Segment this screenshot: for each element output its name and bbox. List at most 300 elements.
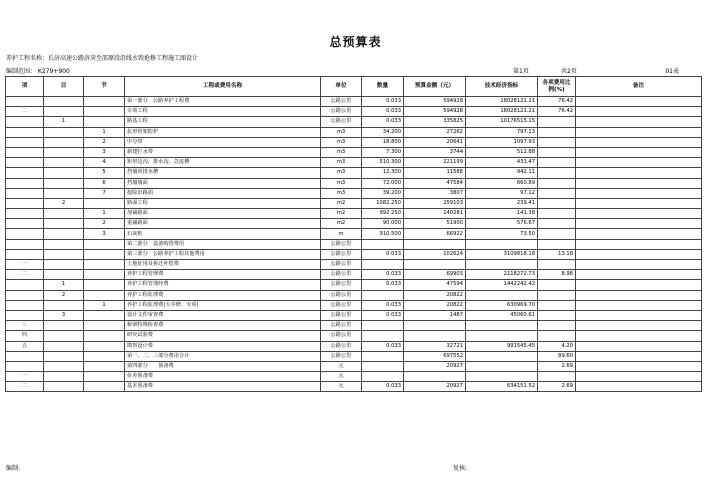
cell-col-ratio: [538, 137, 576, 147]
table-row: [6, 147, 702, 157]
cell-col-remark: [576, 260, 702, 270]
cell-col-name: 路基工程: [125, 117, 321, 127]
header-col-index: 技术经济指标: [466, 77, 538, 97]
cell-col-index: 239.41: [466, 198, 538, 208]
cell-col-amount: [404, 331, 466, 341]
table-row: [6, 178, 702, 188]
cell-col-unit: 公路公里: [321, 249, 362, 259]
cell-col-jie: [84, 97, 125, 107]
table-row: [6, 229, 702, 239]
header-col-mu: 目: [44, 77, 84, 97]
cell-col-unit: m2: [321, 198, 362, 208]
cell-col-remark: [576, 137, 702, 147]
table-row: [6, 117, 702, 127]
cell-col-mu: [44, 249, 84, 259]
footer-compiler: 编制:: [6, 465, 21, 472]
cell-col-jie: [84, 331, 125, 341]
cell-col-amount: 594928: [404, 107, 466, 117]
cell-col-name: 石灰桩: [125, 229, 321, 239]
cell-col-remark: [576, 107, 702, 117]
cell-col-name: 挡墙顶排水槽: [125, 168, 321, 178]
table-row: [6, 158, 702, 168]
cell-col-index: 97.12: [466, 188, 538, 198]
cell-col-amount: 32721: [404, 341, 466, 351]
cell-col-xiang: [6, 178, 44, 188]
table-row: [6, 249, 702, 259]
cell-col-qty: 0.033: [362, 117, 404, 127]
cell-col-amount: [404, 260, 466, 270]
header-col-xiang: 项: [6, 77, 44, 97]
cell-col-index: [466, 239, 538, 249]
cell-col-unit: m3: [321, 188, 362, 198]
cell-col-qty: 0.033: [362, 341, 404, 351]
cell-col-ratio: [538, 290, 576, 300]
cell-col-jie: 5: [84, 168, 125, 178]
cell-col-name: 加铺路面: [125, 209, 321, 219]
cell-col-xiang: [6, 97, 44, 107]
cell-col-unit: 元: [321, 382, 362, 392]
cell-col-ratio: 8.98: [538, 270, 576, 280]
cell-col-index: [466, 290, 538, 300]
cell-col-name: 专项工程: [125, 107, 321, 117]
cell-col-xiang: [6, 198, 44, 208]
cell-col-mu: [44, 107, 84, 117]
table-row: [6, 290, 702, 300]
cell-col-unit: 公路公里: [321, 300, 362, 310]
cell-col-qty: 0.033: [362, 382, 404, 392]
cell-col-jie: 4: [84, 158, 125, 168]
cell-col-name: 第一、二、三部分费用合计: [125, 351, 321, 361]
cell-col-xiang: [6, 351, 44, 361]
cell-col-mu: [44, 127, 84, 137]
header-col-qty: 数量: [362, 77, 404, 97]
cell-col-qty: [362, 361, 404, 371]
cell-col-jie: [84, 321, 125, 331]
cell-col-mu: [44, 321, 84, 331]
cell-col-qty: 0.033: [362, 280, 404, 290]
cell-col-name: 挖除旧路面: [125, 188, 321, 198]
cell-col-jie: 1: [84, 209, 125, 219]
cell-col-ratio: [538, 219, 576, 229]
cell-col-index: 576.67: [466, 219, 538, 229]
cell-col-remark: [576, 158, 702, 168]
table-row: [6, 97, 702, 107]
table-row: [6, 137, 702, 147]
cell-col-ratio: 89.60: [538, 351, 576, 361]
cell-col-qty: [362, 239, 404, 249]
footer-reviewer: 复核:: [453, 465, 468, 472]
cell-col-name: 抗形骨架防护: [125, 127, 321, 137]
cell-col-remark: [576, 239, 702, 249]
cell-col-jie: [84, 249, 125, 259]
cell-col-qty: 0.033: [362, 270, 404, 280]
cell-col-name: 基本预备费: [125, 382, 321, 392]
cell-col-index: [466, 260, 538, 270]
header-col-ratio: 各项费用比例(%): [538, 77, 576, 97]
cell-col-mu: [44, 97, 84, 107]
cell-col-unit: 公路公里: [321, 310, 362, 320]
cell-col-amount: 27262: [404, 127, 466, 137]
page-title: 总预算表: [329, 35, 382, 49]
cell-col-remark: [576, 168, 702, 178]
cell-col-name: 养护工程管理经费: [125, 280, 321, 290]
cell-col-ratio: [538, 198, 576, 208]
table-row: [6, 372, 702, 382]
cell-col-mu: 3: [44, 310, 84, 320]
table-row: [6, 331, 702, 341]
cell-col-unit: 公路公里: [321, 117, 362, 127]
cell-col-unit: 公路公里: [321, 290, 362, 300]
table-row: [6, 239, 702, 249]
table-row: [6, 300, 702, 310]
cell-col-jie: [84, 198, 125, 208]
header-col-name: 工程或费用名称: [125, 77, 321, 97]
cell-col-qty: 12.300: [362, 168, 404, 178]
cell-col-ratio: [538, 300, 576, 310]
cell-col-mu: 2: [44, 198, 84, 208]
cell-col-xiang: [6, 117, 44, 127]
cell-col-amount: 697552: [404, 351, 466, 361]
cell-col-ratio: [538, 209, 576, 219]
header-col-unit: 单位: [321, 77, 362, 97]
cell-col-qty: [362, 331, 404, 341]
cell-col-xiang: [6, 168, 44, 178]
cell-col-remark: [576, 249, 702, 259]
table-row: [6, 280, 702, 290]
cell-col-amount: 51900: [404, 219, 466, 229]
cell-col-amount: 20927: [404, 382, 466, 392]
cell-col-mu: 2: [44, 290, 84, 300]
budget-table: [5, 76, 702, 392]
cell-col-ratio: [538, 188, 576, 198]
table-number: 01表: [665, 68, 679, 75]
cell-col-qty: 72.000: [362, 178, 404, 188]
cell-col-unit: 公路公里: [321, 341, 362, 351]
cell-col-index: 942.11: [466, 168, 538, 178]
cell-col-jie: [84, 270, 125, 280]
cell-col-index: 1442242.42: [466, 280, 538, 290]
cell-col-index: 1097.93: [466, 137, 538, 147]
table-row: [6, 351, 702, 361]
cell-col-jie: 1: [84, 127, 125, 137]
cell-col-qty: 0.033: [362, 97, 404, 107]
cell-col-qty: 0.033: [362, 300, 404, 310]
cell-col-qty: [362, 290, 404, 300]
cell-col-ratio: [538, 178, 576, 188]
cell-col-mu: [44, 229, 84, 239]
cell-col-xiang: [6, 209, 44, 219]
cell-col-remark: [576, 198, 702, 208]
cell-col-qty: 910.500: [362, 229, 404, 239]
cell-col-jie: [84, 372, 125, 382]
cell-col-index: 991545.45: [466, 341, 538, 351]
cell-col-unit: m: [321, 229, 362, 239]
cell-col-xiang: [6, 147, 44, 157]
cell-col-qty: 0.033: [362, 310, 404, 320]
cell-col-name: 第四部分 预备费: [125, 361, 321, 371]
cell-col-qty: 0.033: [362, 107, 404, 117]
cell-col-xiang: [6, 219, 44, 229]
cell-col-index: [466, 351, 538, 361]
cell-col-ratio: [538, 117, 576, 127]
cell-col-qty: [362, 321, 404, 331]
cell-col-name: 土地征用及拆迁补偿费: [125, 260, 321, 270]
cell-col-amount: 140281: [404, 209, 466, 219]
cell-col-qty: 34.200: [362, 127, 404, 137]
cell-col-mu: [44, 372, 84, 382]
cell-col-amount: 594928: [404, 97, 466, 107]
cell-col-name: 养护工程监理费(大中修、专项): [125, 300, 321, 310]
cell-col-jie: [84, 117, 125, 127]
header-col-remark: 备注: [576, 77, 702, 97]
cell-col-ratio: [538, 239, 576, 249]
table-row: [6, 321, 702, 331]
cell-col-remark: [576, 270, 702, 280]
cell-col-jie: [84, 351, 125, 361]
cell-col-xiang: [6, 300, 44, 310]
table-row: [6, 107, 702, 117]
cell-col-mu: [44, 137, 84, 147]
cell-col-amount: [404, 239, 466, 249]
cell-col-qty: [362, 351, 404, 361]
cell-col-remark: [576, 382, 702, 392]
cell-col-unit: m3: [321, 147, 362, 157]
table-body: [6, 97, 702, 392]
cell-col-index: [466, 321, 538, 331]
cell-col-mu: [44, 382, 84, 392]
cell-col-amount: 1487: [404, 310, 466, 320]
cell-col-mu: 1: [44, 280, 84, 290]
cell-col-xiang: 二: [6, 107, 44, 117]
scope-row: [6, 66, 701, 75]
cell-col-xiang: [6, 310, 44, 320]
cell-col-index: 433.47: [466, 158, 538, 168]
cell-col-unit: 公路公里: [321, 97, 362, 107]
cell-col-mu: [44, 147, 84, 157]
cell-col-ratio: [538, 147, 576, 157]
cell-col-remark: [576, 97, 702, 107]
cell-col-name: 矩形边沟、排水沟、急流槽: [125, 158, 321, 168]
cell-col-unit: m3: [321, 178, 362, 188]
cell-col-index: 18028121.21: [466, 97, 538, 107]
cell-col-remark: [576, 290, 702, 300]
cell-col-ratio: 13.18: [538, 249, 576, 259]
header-row: [6, 77, 702, 97]
cell-col-jie: [84, 280, 125, 290]
cell-col-unit: 元: [321, 372, 362, 382]
cell-col-unit: 公路公里: [321, 270, 362, 280]
cell-col-unit: 公路公里: [321, 351, 362, 361]
cell-col-xiang: 五: [6, 341, 44, 351]
cell-col-name: 第二部分 设备购置费用: [125, 239, 321, 249]
cell-col-amount: 47584: [404, 178, 466, 188]
cell-col-jie: [84, 310, 125, 320]
cell-col-ratio: [538, 260, 576, 270]
cell-col-xiang: [6, 361, 44, 371]
cell-col-amount: 20641: [404, 137, 466, 147]
cell-col-jie: [84, 107, 125, 117]
cell-col-amount: [404, 372, 466, 382]
cell-col-mu: [44, 270, 84, 280]
cell-col-jie: 7: [84, 188, 125, 198]
cell-col-amount: 66922: [404, 229, 466, 239]
cell-col-ratio: [538, 321, 576, 331]
cell-col-remark: [576, 372, 702, 382]
cell-col-index: [466, 331, 538, 341]
cell-col-xiang: 二: [6, 270, 44, 280]
cell-col-jie: [84, 361, 125, 371]
cell-col-remark: [576, 188, 702, 198]
cell-col-ratio: [538, 127, 576, 137]
cell-col-remark: [576, 331, 702, 341]
cell-col-index: [466, 361, 538, 371]
cell-col-unit: m3: [321, 137, 362, 147]
cell-col-jie: [84, 341, 125, 351]
cell-col-unit: m2: [321, 219, 362, 229]
table-row: [6, 209, 702, 219]
cell-col-xiang: 三: [6, 321, 44, 331]
cell-col-xiang: [6, 127, 44, 137]
cell-col-ratio: [538, 310, 576, 320]
cell-col-unit: 元: [321, 361, 362, 371]
cell-col-amount: 47594: [404, 280, 466, 290]
cell-col-qty: 0.033: [362, 249, 404, 259]
cell-col-remark: [576, 321, 702, 331]
cell-col-amount: 3744: [404, 147, 466, 157]
cell-col-name: 中分带: [125, 137, 321, 147]
cell-col-amount: 3807: [404, 188, 466, 198]
cell-col-mu: [44, 351, 84, 361]
cell-col-mu: [44, 341, 84, 351]
cell-col-ratio: 2.69: [538, 361, 576, 371]
table-row: [6, 198, 702, 208]
cell-col-xiang: 四: [6, 331, 44, 341]
cell-col-index: [466, 372, 538, 382]
cell-col-remark: [576, 117, 702, 127]
cell-col-amount: 335825: [404, 117, 466, 127]
cell-col-mu: [44, 158, 84, 168]
cell-col-index: 630969.70: [466, 300, 538, 310]
project-name: 养护工程名称：长济高速公路济菏至邵原段沿线水毁抢修工程施工图设计: [6, 55, 199, 62]
cell-col-index: 512.88: [466, 147, 538, 157]
cell-col-qty: 1082.250: [362, 198, 404, 208]
cell-col-unit: 公路公里: [321, 321, 362, 331]
cell-col-name: 第三部分 公路养护工程其他费用: [125, 249, 321, 259]
cell-col-remark: [576, 361, 702, 371]
cell-col-remark: [576, 127, 702, 137]
cell-col-mu: [44, 209, 84, 219]
cell-col-index: 18028121.21: [466, 107, 538, 117]
cell-col-name: 勘察设计费: [125, 341, 321, 351]
cell-col-mu: [44, 361, 84, 371]
table-row: [6, 361, 702, 371]
cell-col-index: 45060.61: [466, 310, 538, 320]
cell-col-remark: [576, 300, 702, 310]
cell-col-ratio: 4.20: [538, 341, 576, 351]
cell-col-unit: 公路公里: [321, 260, 362, 270]
cell-col-qty: [362, 260, 404, 270]
cell-col-index: 73.50: [466, 229, 538, 239]
cell-col-unit: m2: [321, 209, 362, 219]
cell-col-index: 797.13: [466, 127, 538, 137]
cell-col-remark: [576, 209, 702, 219]
cell-col-jie: 1: [84, 300, 125, 310]
cell-col-amount: 11588: [404, 168, 466, 178]
cell-col-unit: 公路公里: [321, 331, 362, 341]
table-row: [6, 310, 702, 320]
cell-col-jie: 2: [84, 137, 125, 147]
table-row: [6, 270, 702, 280]
cell-col-qty: 18.800: [362, 137, 404, 147]
cell-col-qty: 510.300: [362, 158, 404, 168]
cell-col-xiang: 一: [6, 260, 44, 270]
cell-col-index: 3109818.18: [466, 249, 538, 259]
cell-col-qty: 90.000: [362, 219, 404, 229]
cell-col-xiang: 二: [6, 382, 44, 392]
cell-col-mu: 1: [44, 117, 84, 127]
cell-col-name: 重铺路面: [125, 219, 321, 229]
table-row: [6, 382, 702, 392]
cell-col-name: 养护工程监理费: [125, 290, 321, 300]
table-row: [6, 188, 702, 198]
cell-col-name: 桥梁特殊检查费: [125, 321, 321, 331]
cell-col-amount: 20822: [404, 300, 466, 310]
cell-col-mu: [44, 239, 84, 249]
cell-col-xiang: [6, 158, 44, 168]
cell-col-mu: [44, 300, 84, 310]
cell-col-name: 设计文件审查费: [125, 310, 321, 320]
cell-col-qty: 992.250: [362, 209, 404, 219]
cell-col-qty: 39.200: [362, 188, 404, 198]
cell-col-name: 路面工程: [125, 198, 321, 208]
cell-col-name: 养护工程管理费: [125, 270, 321, 280]
cell-col-name: 价差预备费: [125, 372, 321, 382]
cell-col-remark: [576, 310, 702, 320]
cell-col-unit: 公路公里: [321, 280, 362, 290]
cell-col-xiang: [6, 239, 44, 249]
table-row: [6, 127, 702, 137]
scope-label: 编制范围： K279+900: [6, 68, 70, 75]
cell-col-amount: 20822: [404, 290, 466, 300]
cell-col-qty: [362, 372, 404, 382]
cell-col-ratio: 76.42: [538, 97, 576, 107]
cell-col-jie: 3: [84, 147, 125, 157]
cell-col-xiang: [6, 137, 44, 147]
cell-col-name: 新建拦水带: [125, 147, 321, 157]
cell-col-name: 第一部分 公路养护工程费: [125, 97, 321, 107]
cell-col-amount: 259103: [404, 198, 466, 208]
cell-col-ratio: [538, 372, 576, 382]
cell-col-mu: [44, 260, 84, 270]
cell-col-unit: m3: [321, 168, 362, 178]
table-row: [6, 219, 702, 229]
cell-col-mu: [44, 168, 84, 178]
cell-col-jie: 3: [84, 229, 125, 239]
header-col-jie: 节: [84, 77, 125, 97]
cell-col-xiang: [6, 290, 44, 300]
cell-col-remark: [576, 341, 702, 351]
cell-col-unit: m3: [321, 158, 362, 168]
cell-col-ratio: [538, 158, 576, 168]
cell-col-mu: [44, 219, 84, 229]
cell-col-amount: 102624: [404, 249, 466, 259]
cell-col-remark: [576, 178, 702, 188]
cell-col-unit: 公路公里: [321, 239, 362, 249]
cell-col-amount: 69903: [404, 270, 466, 280]
total-pages: 共2页: [561, 68, 577, 75]
cell-col-jie: [84, 260, 125, 270]
cell-col-name: 研究试验费: [125, 331, 321, 341]
